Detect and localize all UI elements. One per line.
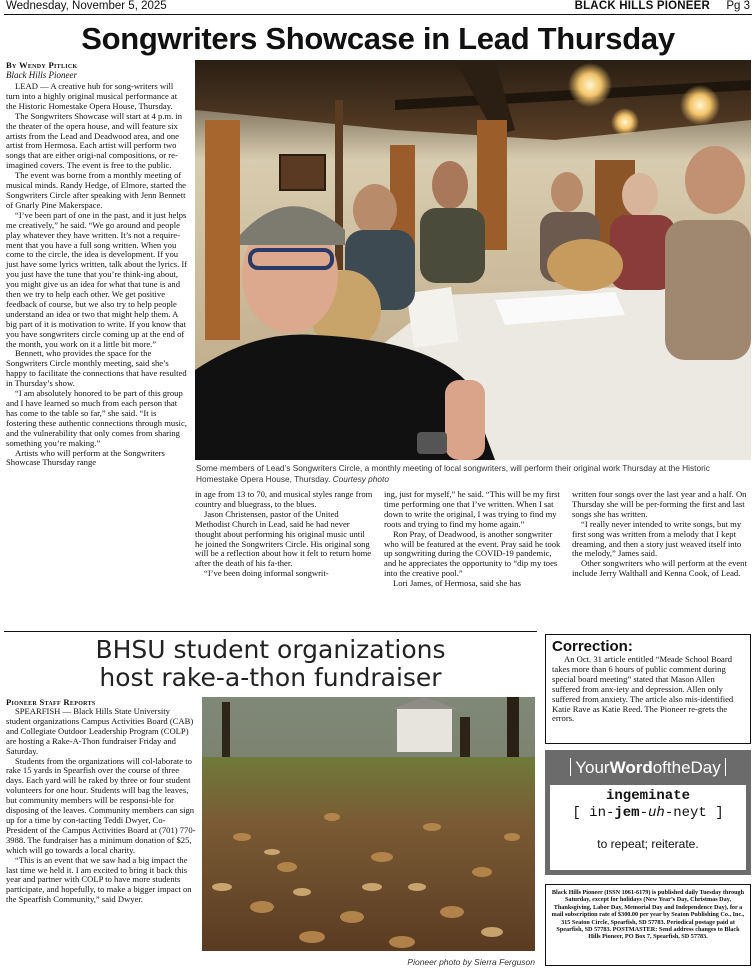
photo-caption bbox=[196, 463, 751, 484]
publication-name: BLACK HILLS PIONEER bbox=[574, 0, 710, 12]
paragraph: “I really never intended to write songs, but my first song was written from a melody that I kept dreaming, and then a story just weaved itself into the melody,” James said. bbox=[572, 518, 742, 559]
paragraph: LEAD — A creative hub for song-writers will turn into a highly original musical performance at the Historic Homestake Opera House, Thursday. bbox=[6, 81, 178, 111]
paragraph: Students from the organizations will col-laborate to rake 15 yards in Spearfish over the course of three days. Each yard will be raked by three or four student volunteers for one hour. Students will bag the leaves, but community members will be responsi-ble for disposing of the leaves. Community members can sign up for a time by con-tacting Teddi Dwyer, Co-President of the Campus Activities Board at (701) 770-3988. The fundraiser has a minimum donation of $25, which will go towards a local charity. bbox=[6, 755, 196, 855]
section-divider bbox=[4, 631, 537, 632]
paragraph: Other songwriters who will perform at the event include Jerry Walthall and Kenna Cook, of Lead. bbox=[572, 558, 747, 579]
wotd-banner bbox=[545, 755, 751, 781]
byline: Pioneer Staff Reports bbox=[6, 697, 96, 707]
paragraph: The Songwriters Showcase will start at 4 p.m. in the theater of the opera house, and will feature six artists from the Lead and Deadwood area, and one artist from Hermosa. Each artist will perform two songs that are either origi-nal compositions, or re-imagined covers. The event is free to the public. bbox=[6, 110, 183, 171]
photo-credit-2: Pioneer photo by Sierra Ferguson bbox=[407, 957, 535, 967]
wotd-definition: to repeat; reiterate. bbox=[597, 837, 699, 851]
paragraph: Lori James, of Hermosa, said she has bbox=[393, 578, 521, 589]
pron-part: -neyt ] bbox=[664, 805, 724, 821]
paragraph: “I’ve been doing informal songwrit- bbox=[204, 568, 329, 579]
banner-word: Word bbox=[609, 758, 653, 777]
article-column-3 bbox=[384, 490, 562, 589]
article-column-2 bbox=[195, 490, 375, 579]
page-header bbox=[4, 0, 752, 15]
banner-bar bbox=[725, 758, 726, 776]
banner-rest: oftheDay bbox=[652, 758, 721, 777]
paragraph: The event was borne from a monthly meeting of musical minds. Randy Hedge, of Elmore, started the Songwriters Circle after speaking with Jenn Bennett of Gnarly Pine Makerspace. bbox=[6, 170, 186, 210]
paragraph: in age from 13 to 70, and musical styles range from country and bluegrass, to the blues. bbox=[195, 489, 373, 509]
rake-photo bbox=[202, 697, 535, 951]
wotd-word: ingeminate bbox=[605, 788, 690, 804]
paragraph: SPEARFISH — Black Hills State University student organizations Campus Activities Board (CAB) and Collegiate Outdoor Leadership Program (COLP) are hosting a Rake-A-Thon fundraiser Friday and Saturday. bbox=[6, 706, 194, 756]
pron-stress: jem bbox=[614, 805, 640, 821]
headline-line: host rake-a-thon fundraiser bbox=[99, 663, 442, 692]
paragraph: written four songs over the last year and a half. On Thursday she will be per-forming the first and last songs she has written. bbox=[572, 489, 747, 519]
paragraph: Artists who will perform at the Songwriters Showcase Thursday range bbox=[6, 447, 165, 468]
article-headline: Songwriters Showcase in Lead Thursday bbox=[81, 21, 675, 56]
paragraph: Ron Pray, of Deadwood, is another songwriter who will be featured at the event. Pray said he took up songwriting during the COVID-19 pandemic, and he appreciates the opportunity to “dip my toes into the creative pool.” bbox=[384, 528, 561, 579]
wotd-pronunciation bbox=[550, 804, 746, 822]
headline-line: BHSU student organizations bbox=[95, 635, 446, 664]
correction-title: Correction: bbox=[552, 638, 633, 655]
article-column-1 bbox=[6, 60, 189, 468]
correction-body: An Oct. 31 article entitled “Meade School Board takes more than 6 hours of public comment during special board meeting” stated that Mason Allen suffered from anx-iety and depression. Allen only suffered from anxiety. The article also mis-identified Katie Rave as Katie Reed. The Pioneer re-grets the errors. bbox=[552, 654, 734, 724]
songwriters-photo bbox=[195, 60, 751, 460]
pron-part: - bbox=[639, 805, 648, 821]
paragraph: Bennett, who provides the space for the Songwriters Circle monthly meeting, said she’s happy to facilitate the connections that have resulted in Thursday’s show. bbox=[6, 348, 187, 389]
paragraph: ing, just for myself,” he said. “This will be my first time performing one that I’ve written. When I sat down to write the original, I was trying to find my roots and trying to find my home again.” bbox=[384, 489, 560, 529]
banner-bar bbox=[570, 758, 571, 776]
wotd-card bbox=[550, 785, 746, 870]
paragraph: Jason Christensen, pastor of the United Methodist Church in Lead, said he had never thought about performing his original music until he joined the Songwriters Circle. His original song will be a reflection about how it felt to return home after the death of his fa-ther. bbox=[195, 508, 372, 569]
byline: By Wendy Pitlick bbox=[6, 60, 78, 70]
article-column-4 bbox=[572, 490, 750, 579]
byline-affiliation: Black Hills Pioneer bbox=[6, 70, 77, 80]
paragraph: “I’ve been part of one in the past, and it just helps me creatively,” he said. “We go around and people play whatever they have written. It’s not a require-ment that you have a full song written. When you come to the circle, the idea is development. If you just have some lyrics written, talk about the lyrics. If you just have the tune that you’re think-ing about, you might give us an idea for what that tune is and then we try to help each other. We get positive feedback of course, but we also try to help people understand an idea or two that might help them. A big part of it is motivation to write. If you know that you have songwriters circle coming up at the end of the month, you work on it a little bit more.” bbox=[6, 209, 188, 349]
photo-credit: Courtesy photo bbox=[332, 473, 389, 484]
correction-box bbox=[545, 634, 751, 744]
article2-body bbox=[6, 697, 196, 905]
word-of-the-day bbox=[545, 750, 751, 875]
paragraph: “This is an event that we saw had a big impact the last time we held it. I am excited to bring it back this year and partner with COLP to have more students participate, and hopefully, to make a bigger impact on the Spearfish Community,” said Dwyer. bbox=[6, 854, 192, 905]
article-headline-2 bbox=[4, 636, 537, 692]
paragraph: “I am absolutely honored to be part of this group and I have learned so much from each person that has come to the table so far,” she said. “It is fostering these authentic connections through music, and the vulnerability that only comes from sharing something you’re making.” bbox=[6, 388, 187, 448]
issue-date: Wednesday, November 5, 2025 bbox=[6, 0, 167, 12]
pron-schwa: uh bbox=[648, 805, 665, 821]
caption-text: Some members of Lead’s Songwriters Circle, a monthly meeting of local songwriters, will perform their original work Thursday at the Historic Homestake Opera House, Thursday. bbox=[196, 463, 710, 484]
publication-statement: Black Hills Pioneer (ISSN 1061-6179) is published daily Tuesday through Saturday, except for holidays (New Year’s Day, Christmas Day, Thanksgiving, Labor Day, Memorial Day and Independence Day), for a mail subscription rate of $300.00 per year by Seaton Publishing Co., Inc., 315 Seaton Circle, Spearfish, SD 57783. Periodical postage paid at Spearfish, SD 57783. POSTMASTER: Send address changes to Black Hills Pioneer, PO Box 7, Spearfish, SD 57783. bbox=[545, 884, 751, 966]
pron-part: [ in- bbox=[572, 805, 615, 821]
page-number: Pg 3 bbox=[726, 0, 750, 12]
banner-your: Your bbox=[575, 758, 610, 777]
